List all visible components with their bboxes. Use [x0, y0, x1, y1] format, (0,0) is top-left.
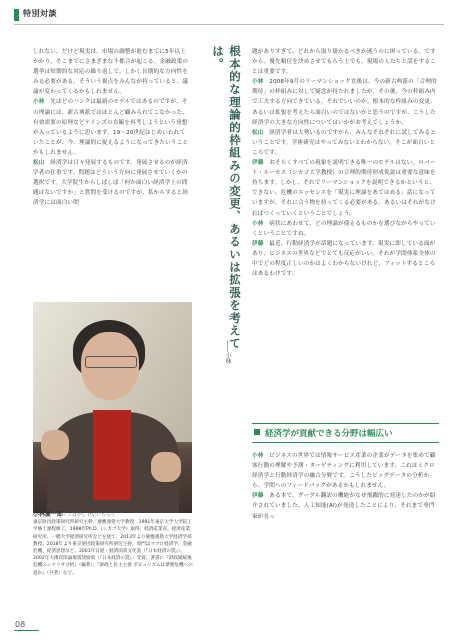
- speaker-name: 小林: [252, 453, 264, 459]
- photo-glasses: [85, 356, 137, 368]
- speaker-name: 小林: [252, 79, 264, 86]
- text-column-right: [252, 47, 439, 279]
- text-column-left: [33, 47, 189, 209]
- section-square-icon: [254, 429, 260, 435]
- paragraph-text: 最近、行動経済学が話題になっています。現実に即している面があり、ビジネスの世界などでとても反応がいい。それが学問体系全体の中でどの程度正しいのかはよくわからないけれど、フィットするところはあるわけです。: [252, 240, 436, 278]
- portrait-photo: [33, 302, 192, 513]
- page-header: [0, 0, 455, 22]
- paragraph: [33, 158, 189, 208]
- paragraph-text: 病状にあわせて、どの理論が使えるものかを選びながらやっていくということですね。: [252, 220, 436, 237]
- paragraph: [252, 128, 439, 158]
- paragraph: [252, 47, 439, 77]
- speaker-name: 伊藤: [252, 160, 264, 167]
- photo-hand-left: [41, 430, 69, 460]
- paragraph: [252, 77, 439, 127]
- speaker-name: 松山: [252, 129, 264, 136]
- paragraph: [252, 239, 439, 279]
- page-number: 08: [15, 620, 26, 629]
- bio-kana: こばやし けいいちろう: [67, 513, 116, 518]
- bio-text: 東京財団政策研究所研究主幹／慶應義塾大学教授 1991年東京大学大学院工学修士課程修了。1998年Ph.D.（シカゴ大学）取得。経済産業省、経済産業研究所、一橋大学経済研究所などを経て、2013年より慶應義塾大学経済学部教授。2018年より東京財団政策研究所研究主幹。専門はマクロ経済学、金融危機、経済思想など。2001年日経・経済図書文化賞（『日本経済の罠』）。2002年大佛次郎論壇賞奨励賞（『日本経済の罠』）受賞。著書に『財政破綻後 危機のシナリオ分析』（編著）、『財政と民主主義 ポピュリズムは債務危機への道か』（共著）など。: [33, 520, 193, 576]
- header-accent-bar: [14, 9, 19, 21]
- header-label: 特別対談: [23, 9, 57, 18]
- speaker-name: 伊藤: [252, 493, 264, 500]
- paragraph-text: しれない。だけど現実は、市場の調整が進むまでに5年以上かかり、そこまでにさまざまな不都合が起こる。金融政策の選挙は短期的な対応の繰り返しで、しかし長期的な方向性をみる必要がある。そういう視点をみんなが持っていると、議論が変わってくるかもしれません。: [33, 49, 189, 96]
- header-rule: [14, 24, 444, 25]
- pull-quote-attribution: ——小林: [224, 340, 231, 364]
- photo-shirt: [93, 410, 131, 500]
- speaker-name: 小林: [33, 99, 45, 106]
- paragraph-text: 先ほどのハンクは最新のモデルではあるのですが、その理論には、新古典派ではほとんど顧みられてこなかった、有効需要の原理などケインズの直観を再考しようという発想が入っているように思います。19〜20世紀はじめいわれていたことが、今、理論的に捉えるようになってきたいうことかもしれません。: [33, 99, 189, 156]
- paragraph-text: 経済学者は大勢いるのですから、みんなそれぞれに試してみるということです。学術研究はやってみないとわからない。そこが面白いところです。: [252, 129, 436, 156]
- paragraph-text: 2008年9月のリーマンショック直後は、今の新古典派の「合理的期待」の枠組みに対して疑念が持たれましたが、その後、今の枠組み内で工夫する方向できている。それでいいのか。根本的な枠組みの変更、あるいは拡張を考えたら面白いのではないかと思うのですが、こうした経済学の大きな方向性についてはいかがお考えでしょうか。: [252, 79, 437, 126]
- speaker-name: 小林: [252, 220, 264, 227]
- paragraph: [252, 219, 439, 239]
- section-title: 経済学が貢献できる分野は幅広い: [265, 429, 393, 439]
- bio-name: 小林慶一郎: [33, 511, 64, 518]
- paragraph-text: ある本で、グーグル翻訳の機能がなぜ飛躍的に発達したのかが紹介されていました。人工知能(AI)が発達したことにより、それまで専門家が長っ: [252, 493, 436, 520]
- paragraph: [252, 158, 439, 219]
- paragraph-text: おそらくすべての現象を説明できる唯一のモデルはない。ロバート・ルーカス（シカゴ大学教授）の合理的期待形成仮説は重要な意味を持ちます。しかし、それでリーマンショックを説明できるかというと、できない。危機のエッセンスを「現実に理論をあてはめる」話になっていますが、それに合う物を持ってくる必要がある。あるいはそれがなければつくっていくということでしょう。: [252, 160, 436, 217]
- photo-hand-right: [151, 452, 181, 482]
- paragraph: [33, 47, 189, 97]
- paragraph-text: ビジネスの世界では情報サービス産業の企業がデータを集めて顧客行動の理解や予測・ターゲティングに利用しています。これはミクロ経済学と行動経済学の融合分野です。こうしたビッグデータの分析から、学問へのフィードバックがあるかもしれません。: [252, 453, 436, 490]
- speaker-name: 伊藤: [252, 240, 264, 247]
- speaker-bio: 小林慶一郎／こばやし けいいちろう 東京財団政策研究所研究主幹／慶應義塾大学教授 1991年東京大学大学院工学修士課程修了。1998年Ph.D.（シカゴ大学）取得。経済産業省、経済産業研究所、一橋大学経済研究所などを経て、2013年より慶應義塾大学経済学部教授。2018年より東京財団政策研究所研究主幹。専門はマクロ経済学、金融危機、経済思想など。2001年日経・経済図書文化賞（『日本経済の罠』）。2002年大佛次郎論壇賞奨励賞（『日本経済の罠』）受賞。著書に『財政破綻後 危機のシナリオ分析』（編著）、『財政と民主主義 ポピュリズムは債務危機への道か』（共著）など。: [33, 511, 193, 576]
- pull-quote: 根本的な理論的枠組みの変更、あるいは拡張を考えては。: [211, 45, 242, 350]
- section-heading: [252, 423, 439, 443]
- paragraph: [252, 491, 439, 521]
- page-number-rule: [14, 630, 39, 631]
- paragraph-text: 経済学は日々発展するものです。発展させるのが経済学者の仕事です。問題はどういう方向に発展させていくかの選択です。大学院生からしばしば「何か面白い経済学上の問題はないですか」と質問を受けるのですが、私からすると経済学には面白い問: [33, 160, 189, 207]
- paragraph: [33, 97, 189, 158]
- paragraph: [252, 451, 439, 491]
- paragraph-text: 題がありすぎて、どれから取り掛かるべきか迷うのに困っている。ですから、優先順位を決めさせてもらう上でも、現場の人たちと話をすることは重要です。: [252, 49, 436, 76]
- text-column-right-lower: [252, 451, 439, 522]
- speaker-name: 松山: [33, 160, 45, 167]
